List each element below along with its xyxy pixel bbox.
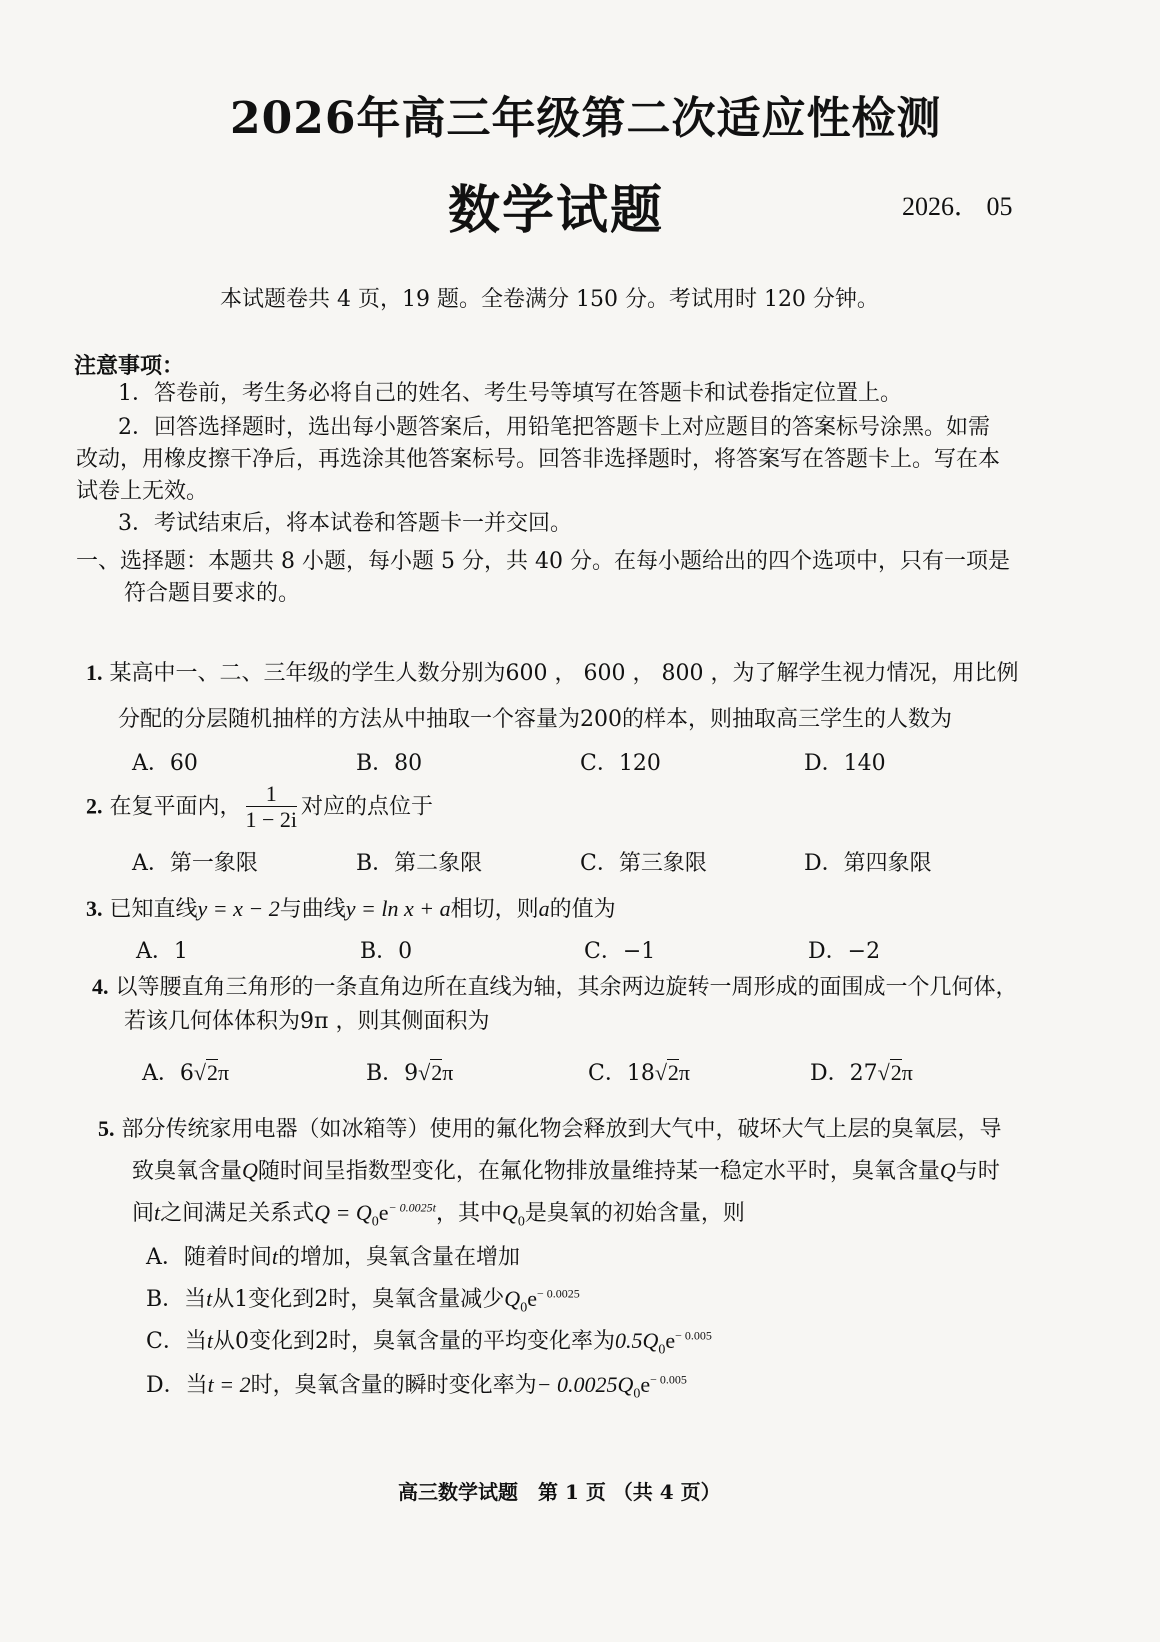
- radicand: 2: [206, 1060, 218, 1085]
- option-label: B．9: [366, 1061, 419, 1086]
- question-3-text: 相切，则: [450, 897, 539, 922]
- question-number: 3.: [86, 896, 103, 921]
- notice-item-1: 1．答卷前，考生务必将自己的姓名、考生号等填写在答题卡和试卷指定位置上。: [118, 381, 902, 406]
- section-1-heading-line-1: 一、选择题：本题共 8 小题，每小题 5 分，共 40 分。在每小题给出的四个选项中，只有一项是: [76, 549, 1010, 574]
- notice-item-2-line-3: 试卷上无效。: [76, 479, 209, 504]
- text: B．当: [146, 1287, 207, 1312]
- q2-option-a: A．第一象限: [132, 851, 258, 876]
- q5-option-b: [146, 1282, 580, 1316]
- pi-symbol: π: [678, 1060, 691, 1085]
- question-3-text: 已知直线: [109, 897, 198, 922]
- text: ，其中: [435, 1201, 502, 1226]
- question-4-line-2: 若该几何体体积为9π ，则其侧面积为: [124, 1009, 490, 1034]
- exponent: − 0.005: [675, 1328, 712, 1343]
- fraction-denominator: 1 − 2i: [245, 807, 298, 832]
- exam-title: 2026年高三年级第二次适应性检测: [230, 93, 942, 144]
- notice-heading: 注意事项：: [74, 353, 185, 379]
- question-2-text-pre: 在复平面内，: [109, 794, 242, 820]
- sqrt-expression: √2: [418, 1060, 443, 1085]
- subscript-0: 0: [517, 1214, 525, 1230]
- question-1-line-2: 分配的分层随机抽样的方法从中抽取一个容量为200的样本，则抽取高三学生的人数为: [118, 707, 952, 732]
- variable-a: a: [538, 896, 550, 921]
- q4-option-a: [142, 1056, 229, 1087]
- var-t: t: [271, 1244, 279, 1269]
- q3-option-a: A．1: [136, 939, 188, 964]
- exam-date: 2026． 05: [902, 192, 1013, 221]
- var-t: t: [154, 1200, 161, 1225]
- formula-lhs: Q = Q: [314, 1200, 372, 1225]
- text: 之间满足关系式: [160, 1201, 315, 1226]
- text: 随时间呈指数型变化，在氟化物排放量维持某一稳定水平时，臭氧含量: [257, 1159, 940, 1184]
- condition: t = 2: [207, 1372, 251, 1397]
- var-q: Q: [242, 1158, 258, 1183]
- coefficient: − 0.0025Q: [536, 1372, 634, 1397]
- question-1: [86, 656, 1018, 687]
- q4-option-d: [810, 1056, 913, 1087]
- text: 从1变化到2时，臭氧含量减少: [212, 1287, 505, 1312]
- var-t: t: [206, 1328, 213, 1353]
- question-number: 4.: [92, 974, 109, 999]
- q1-option-d: D．140: [804, 751, 886, 776]
- q1-option-b: B．80: [356, 751, 423, 776]
- subscript-0: 0: [371, 1214, 379, 1230]
- option-label: D．27: [810, 1061, 878, 1086]
- option-label: A．6: [142, 1061, 194, 1086]
- q4-option-b: [366, 1056, 453, 1087]
- sqrt-expression: √2: [877, 1060, 902, 1085]
- question-5: [98, 1112, 1002, 1143]
- question-5-line-1: 部分传统家用电器（如冰箱等）使用的氟化物会释放到大气中，破坏大气上层的臭氧层，导: [121, 1117, 1002, 1142]
- e-symbol: e: [527, 1286, 537, 1311]
- text: 是臭氧的初始含量，则: [524, 1201, 745, 1226]
- question-3: [86, 892, 616, 923]
- exam-subtitle: 数学试题: [448, 180, 665, 241]
- q1-option-c: C．120: [580, 751, 661, 776]
- radicand: 2: [431, 1060, 443, 1085]
- radicand: 2: [890, 1060, 902, 1085]
- sqrt-expression: √2: [193, 1060, 218, 1085]
- fraction-numerator: 1: [246, 782, 298, 807]
- exponent: − 0.005: [650, 1372, 687, 1387]
- fraction: [246, 782, 298, 833]
- question-4: [92, 970, 1018, 1001]
- radicand: 2: [667, 1060, 679, 1085]
- q2-option-c: C．第三象限: [580, 851, 707, 876]
- q2-option-d: D．第四象限: [804, 851, 932, 876]
- exam-intro: 本试题卷共 4 页，19 题。全卷满分 150 分。考试用时 120 分钟。: [220, 287, 879, 312]
- subscript-0: 0: [520, 1300, 528, 1316]
- notice-item-2-line-1: 2．回答选择题时，选出每小题答案后，用铅笔把答题卡上对应题目的答案标号涂黑。如需: [118, 415, 991, 440]
- question-number: 2.: [86, 793, 103, 819]
- notice-item-2-line-2: 改动，用橡皮擦干净后，再选涂其他答案标号。回答非选择题时，将答案写在答题卡上。写在本: [76, 447, 1001, 472]
- text: 从0变化到2时，臭氧含量的平均变化率为: [212, 1329, 615, 1354]
- question-1-line-1: 某高中一、二、三年级的学生人数分别为600 ， 600 ， 800 ，为了解学生视力情况，用比例: [109, 661, 1019, 686]
- text: A．随着时间: [146, 1245, 272, 1270]
- e-symbol: e: [640, 1372, 651, 1397]
- question-5-line-3: [132, 1196, 745, 1230]
- pi-symbol: π: [217, 1060, 230, 1085]
- var-q: Q: [504, 1286, 521, 1311]
- page-footer: 高三数学试题 第 1 页 （共 4 页）: [398, 1480, 721, 1504]
- text: 致臭氧含量: [132, 1159, 243, 1184]
- e-symbol: e: [378, 1200, 389, 1225]
- subscript-0: 0: [658, 1342, 666, 1358]
- pi-symbol: π: [901, 1060, 913, 1085]
- text: C．当: [146, 1329, 207, 1354]
- exponent: − 0.0025t: [388, 1200, 436, 1215]
- question-2-text-post: 对应的点位于: [301, 794, 434, 820]
- q5-option-a: [146, 1240, 520, 1271]
- coefficient: 0.5Q: [614, 1328, 659, 1353]
- q4-option-c: [588, 1056, 690, 1087]
- notice-item-3: 3．考试结束后，将本试卷和答题卡一并交回。: [118, 511, 572, 536]
- q5-option-c: [146, 1324, 712, 1358]
- var-q: Q: [502, 1200, 518, 1225]
- e-symbol: e: [665, 1328, 676, 1353]
- question-number: 5.: [98, 1116, 115, 1141]
- pi-symbol: π: [442, 1060, 454, 1085]
- var-t: t: [206, 1286, 213, 1311]
- curve-expression: y = ln x + a: [345, 896, 451, 921]
- q2-option-b: B．第二象限: [356, 851, 483, 876]
- question-5-line-2: [132, 1154, 1000, 1185]
- sqrt-expression: √2: [654, 1060, 679, 1085]
- option-label: C．18: [588, 1061, 655, 1086]
- section-1-heading-line-2: 符合题目要求的。: [124, 581, 301, 606]
- q3-option-d: D．−2: [808, 939, 881, 964]
- question-number: 1.: [86, 660, 103, 685]
- question-4-line-1: 以等腰直角三角形的一条直角边所在直线为轴，其余两边旋转一周形成的面围成一个几何体，: [115, 975, 1018, 1000]
- question-2: [86, 782, 433, 833]
- q3-option-c: C．−1: [584, 939, 656, 964]
- q3-option-b: B．0: [360, 939, 413, 964]
- q1-option-a: A．60: [132, 751, 198, 776]
- var-q: Q: [939, 1158, 956, 1183]
- text: 时，臭氧含量的瞬时变化率为: [250, 1373, 537, 1398]
- question-3-text: 与曲线: [279, 897, 346, 922]
- text: D．当: [146, 1373, 208, 1398]
- exponent: − 0.0025: [536, 1286, 580, 1301]
- text: 与时: [955, 1159, 1000, 1184]
- q5-option-d: [146, 1368, 687, 1402]
- text: 的增加，臭氧含量在增加: [278, 1245, 521, 1270]
- question-3-text: 的值为: [549, 897, 616, 922]
- subscript-0: 0: [633, 1386, 641, 1402]
- line-expression: y = x − 2: [197, 896, 280, 921]
- text: 间: [132, 1201, 155, 1226]
